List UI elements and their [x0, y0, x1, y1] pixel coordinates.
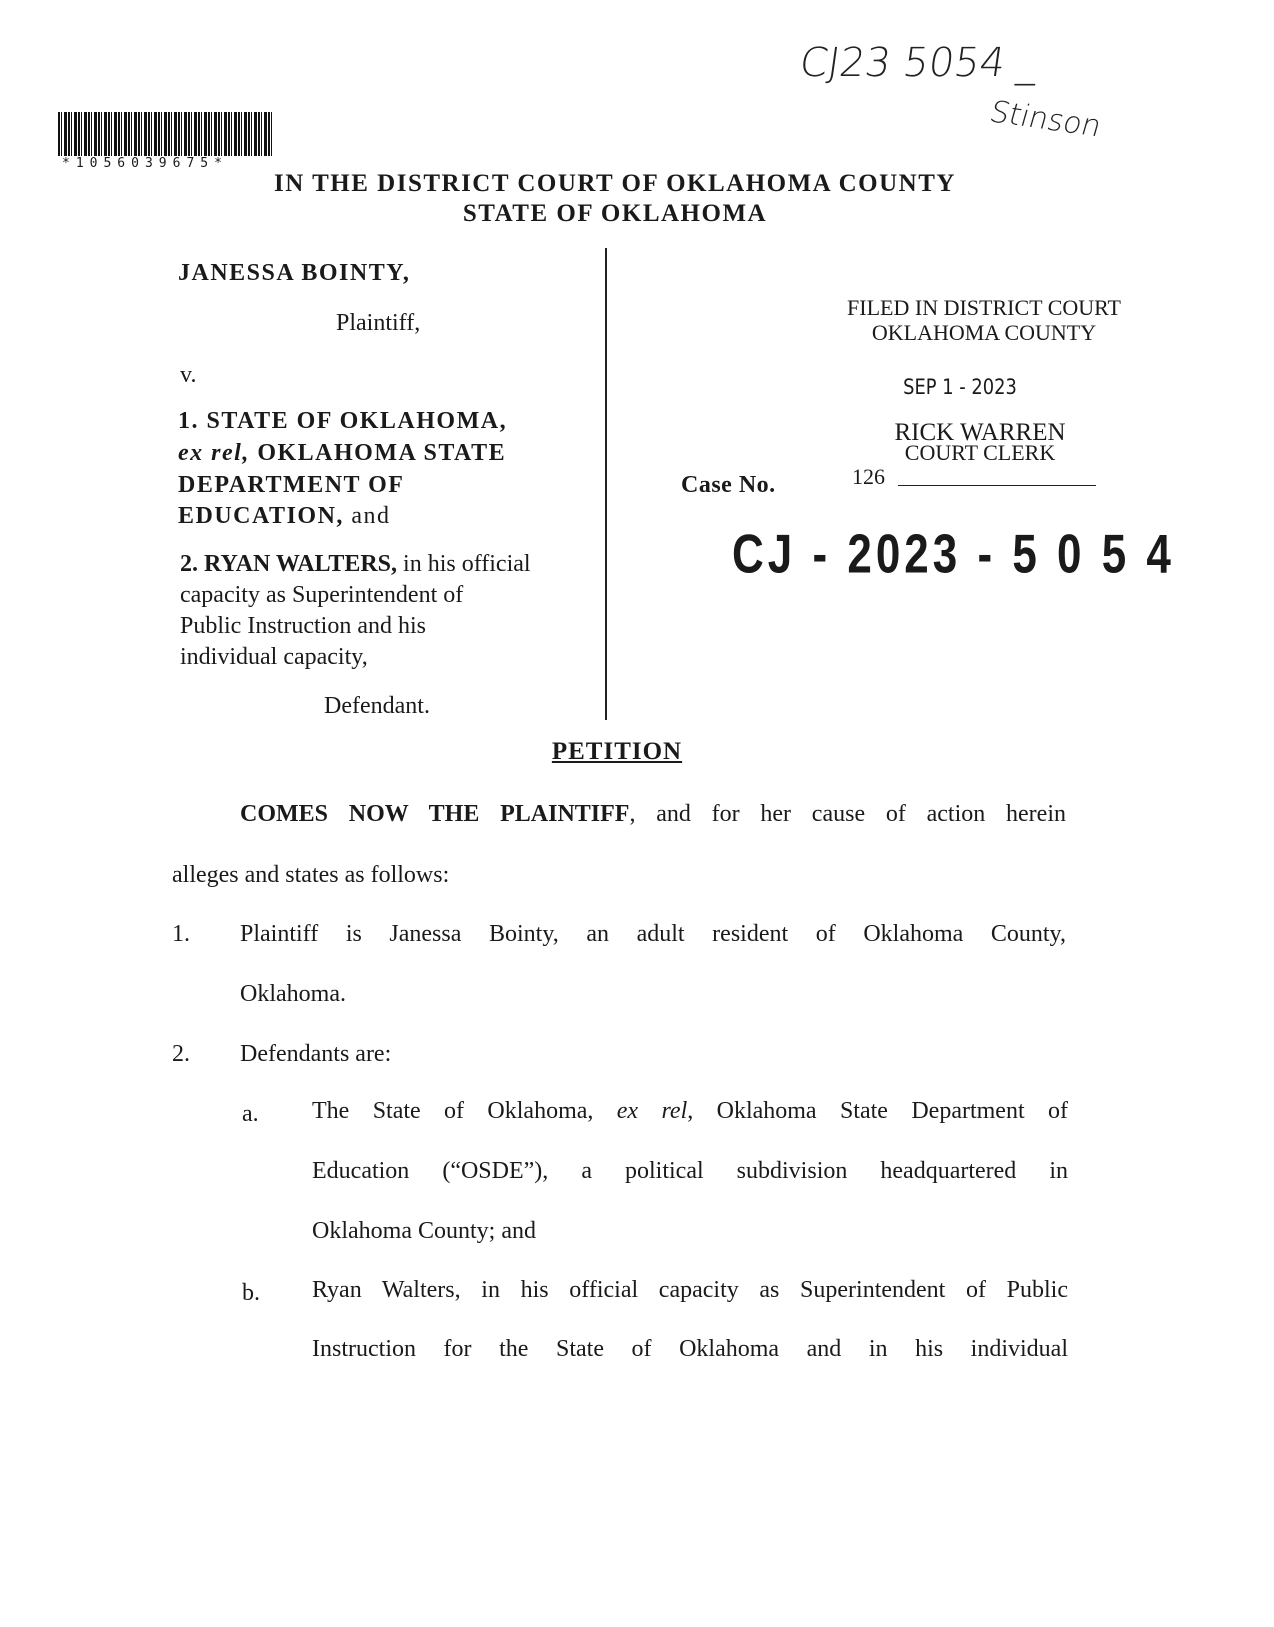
intro-bold: COMES NOW THE PLAINTIFF: [240, 801, 630, 827]
a-post: , Oklahoma State Department of: [687, 1098, 1068, 1124]
court-header-line1: IN THE DISTRICT COURT OF OKLAHOMA COUNTY: [274, 170, 956, 197]
def1-text: OKLAHOMA STATE: [249, 440, 507, 466]
barcode: [58, 112, 272, 156]
para2-number: 2.: [172, 1041, 190, 1067]
petition-title: PETITION: [551, 738, 683, 765]
handwritten-case-note: CJ23 5054 _: [796, 40, 1042, 86]
stamp-county: OKLAHOMA COUNTY: [871, 320, 1097, 345]
stamp-filed: FILED IN DISTRICT COURT: [847, 295, 1121, 320]
defendant1-line1: 1. STATE OF OKLAHOMA,: [178, 408, 508, 434]
case-no-label: Case No.: [681, 472, 776, 498]
case-number: CJ - 2023 - 5 0 5 4: [732, 523, 1175, 585]
plaintiff-name: JANESSA BOINTY,: [178, 260, 411, 286]
def1-and: and: [343, 503, 391, 529]
defendant1-line3: DEPARTMENT OF: [178, 472, 405, 498]
para1-number: 1.: [172, 921, 190, 947]
item-a-line1: [312, 1098, 1068, 1125]
item-a-line3: Oklahoma County; and: [312, 1218, 536, 1244]
defendant1-line2: [178, 440, 506, 467]
court-header-line2: STATE OF OKLAHOMA: [462, 200, 768, 227]
intro-line1: [240, 801, 1066, 828]
item-a-label: a.: [242, 1101, 259, 1127]
ex-rel: ex rel,: [178, 440, 250, 466]
a-pre: The State of Oklahoma,: [312, 1098, 617, 1124]
intro-line2: alleges and states as follows:: [172, 862, 450, 888]
plaintiff-label: Plaintiff,: [336, 310, 421, 336]
def2-name: 2. RYAN WALTERS,: [180, 551, 398, 577]
defendant2-line4: individual capacity,: [180, 644, 368, 670]
caption-divider: [605, 248, 607, 720]
stamp-clerk: RICK WARREN: [894, 419, 1066, 446]
item-a-line2: Education (“OSDE”), a political subdivision headquartered in: [312, 1158, 1068, 1184]
stamp-clerk-title: COURT CLERK: [904, 440, 1056, 465]
barcode-number: *1056039675*: [62, 156, 228, 171]
def1-edu: EDUCATION,: [178, 503, 344, 529]
item-b-line2: Instruction for the State of Oklahoma and in his individual: [312, 1336, 1068, 1362]
para2-line1: Defendants are:: [240, 1041, 392, 1067]
handwritten-judge-note: Stinson: [985, 94, 1106, 145]
defendant1-line4: [178, 503, 391, 530]
item-b-label: b.: [242, 1280, 260, 1306]
intro-rest: , and for her cause of action herein: [629, 801, 1066, 827]
defendant2-line2: capacity as Superintendent of: [180, 582, 464, 608]
defendant-label: Defendant.: [324, 693, 430, 719]
para1-line2: Oklahoma.: [240, 981, 346, 1007]
versus: v.: [180, 362, 197, 388]
stamp-signature-line: [898, 485, 1096, 486]
a-ex-rel: ex rel: [616, 1098, 688, 1124]
stamp-number: 126: [852, 464, 885, 489]
item-b-line1: Ryan Walters, in his official capacity as Superintendent of Public: [312, 1277, 1068, 1303]
stamp-date: SEP 1 - 2023: [903, 375, 1017, 399]
def2-text: in his official: [397, 551, 531, 577]
para1-line1: Plaintiff is Janessa Bointy, an adult resident of Oklahoma County,: [240, 921, 1066, 947]
defendant2-line3: Public Instruction and his: [180, 613, 426, 639]
defendant2-line1: [180, 551, 531, 578]
